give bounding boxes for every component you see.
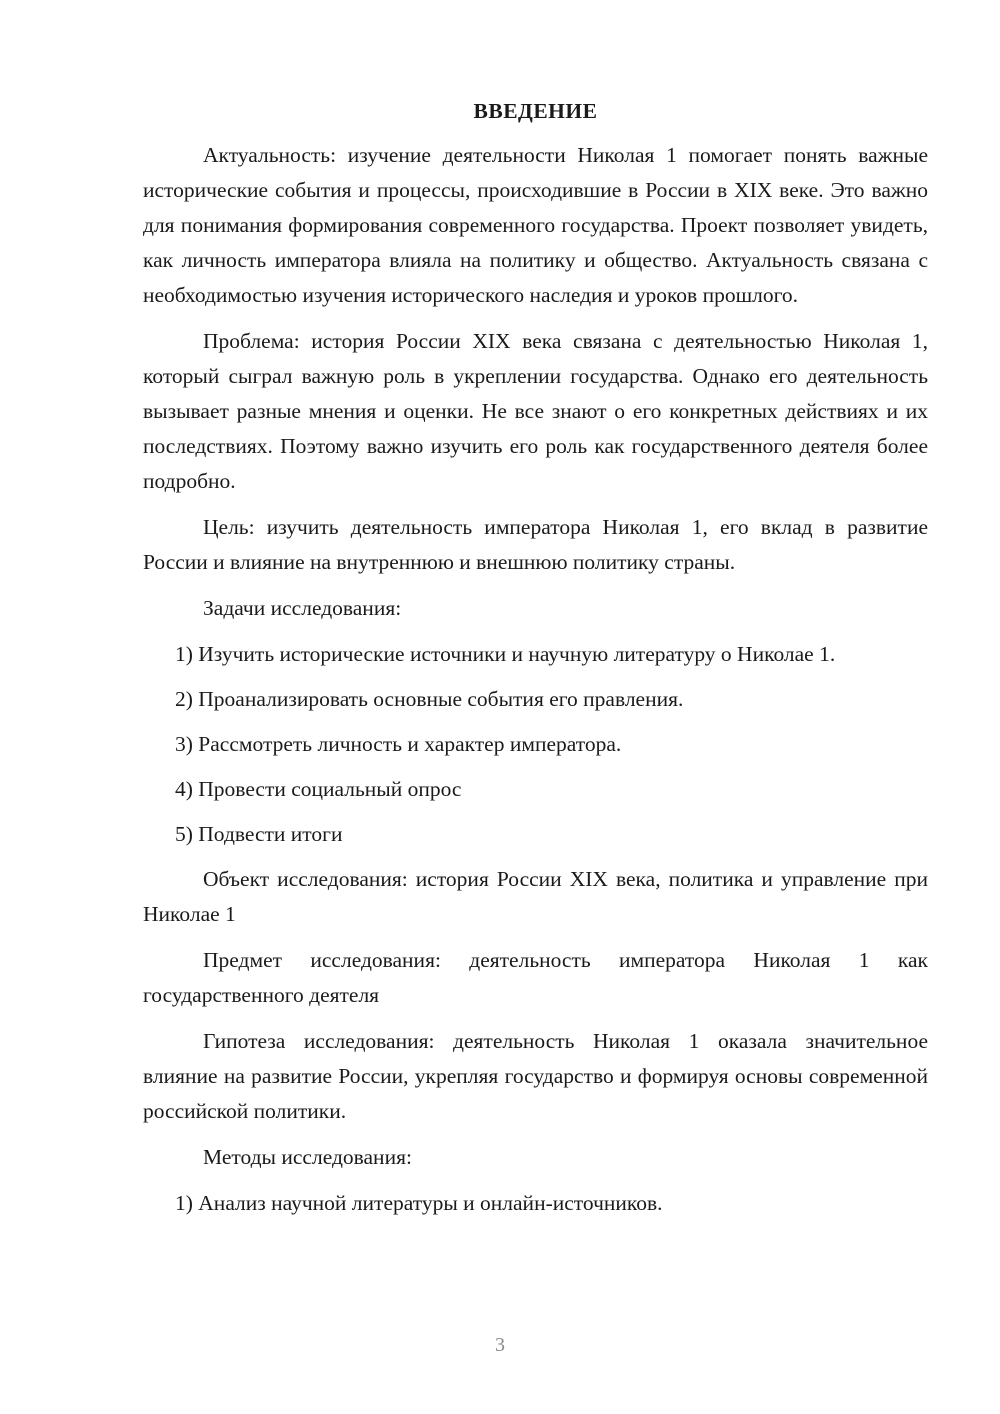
document-title: ВВЕДЕНИЕ	[473, 99, 598, 123]
task-item-3: 3) Рассмотреть личность и характер императора.	[175, 732, 622, 756]
hypothesis-paragraph: Гипотеза исследования: деятельность Николая 1 оказала значительное влияние на развитие России, укрепляя государство и формируя основы современной российской политики.	[143, 1029, 928, 1123]
task-item-1: 1) Изучить исторические источники и научную литературу о Николае 1.	[175, 642, 836, 666]
methods-heading: Методы исследования:	[203, 1145, 412, 1169]
object-paragraph: Объект исследования: история России XIX века, политика и управление при Николае 1	[143, 867, 928, 926]
task-item-2: 2) Проанализировать основные события его правления.	[175, 687, 684, 711]
method-item-1: 1) Анализ научной литературы и онлайн-источников.	[175, 1191, 663, 1215]
document-page	[143, 96, 928, 1231]
goal-paragraph: Цель: изучить деятельность императора Николая 1, его вклад в развитие России и влияние на внутреннюю и внешнюю политику страны.	[143, 515, 928, 574]
subject-paragraph: Предмет исследования: деятельность императора Николая 1 как государственного деятеля	[143, 948, 928, 1007]
task-item-4: 4) Провести социальный опрос	[175, 777, 462, 801]
task-item-5: 5) Подвести итоги	[175, 822, 343, 846]
problem-paragraph: Проблема: история России XIX века связана с деятельностью Николая 1, который сыграл важную роль в укреплении государства. Однако его деятельность вызывает разные мнения и оценки. Не все знают о его конкретных действиях и их последствиях. Поэтому важно изучить его роль как государственного деятеля более подробно.	[143, 329, 928, 493]
tasks-heading: Задачи исследования:	[203, 596, 402, 620]
page-number: 3	[495, 1334, 505, 1356]
relevance-paragraph: Актуальность: изучение деятельности Николая 1 помогает понять важные исторические события и процессы, происходившие в России в XIX веке. Это важно для понимания формирования современного государства. Проект позволяет увидеть, как личность императора влияла на политику и общество. Актуальность связана с необходимостью изучения исторического наследия и уроков прошлого.	[143, 143, 928, 307]
